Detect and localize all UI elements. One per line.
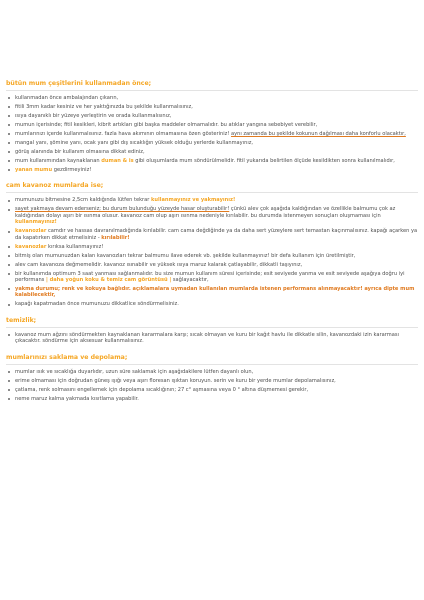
text-segment: yanan mumu <box>15 167 53 173</box>
text-segment: aynı zamanda bu şekilde kokunun dağılması daha konforlu olacaktır, <box>230 131 406 137</box>
list-item <box>6 140 418 146</box>
text-segment: erime olmaması için doğrudan güneş ışığı veya aşırı floresan ışıktan koruyun. serin ve kuru bir yerde mumlar depolamalısınız, <box>15 377 336 384</box>
list-item <box>6 158 418 164</box>
list-item <box>6 228 418 241</box>
list-item <box>6 113 418 119</box>
list-item <box>6 104 418 110</box>
list-item <box>6 369 418 375</box>
bullet-list <box>6 197 418 307</box>
section-storage <box>6 354 418 402</box>
text-segment: ayrıca dipte mum kalabilecektir, <box>15 286 415 299</box>
text-segment: kırıksa kullanmayınız! <box>48 243 104 250</box>
list-item <box>6 387 418 393</box>
list-item <box>6 131 418 137</box>
list-item <box>6 167 418 173</box>
text-segment: mumlar ısık ve sıcaklığa duyarlıdır, uzun süre saklamak için aşağıdakilere lütfen dayanlı olun, <box>15 368 254 375</box>
text-segment: camdır ve hassas davranılmadığında kırılabilir. cam cama değdiğinde ya da daha sert yüzeylere sert temastan kaçınmalısınız. kapağı açarken ya da kapatırken dikkat etmelisiniz - <box>15 228 418 241</box>
section-cleaning <box>6 317 418 345</box>
list-item <box>6 206 418 225</box>
list-item <box>6 332 418 345</box>
section-glass-jar <box>6 182 418 307</box>
list-item <box>6 95 418 101</box>
section-title: cam kavanoz mumlarda ise; <box>6 182 418 193</box>
list-item <box>6 197 418 203</box>
text-segment: gibi oluşumlarda mum söndürülmelidir. fitil yukarıda belirtilen ölçüde kesildikten sonra kullanılmalıdır, <box>135 158 395 164</box>
text-segment: | daha yoğun koku & temiz cam görüntüsü | <box>45 277 172 284</box>
text-segment: yakma durumu; renk ve kokuya bağlıdır. açıklamalara uymadan kullanılan mumlarda istenen performans alınmayacaktır! <box>15 286 363 293</box>
list-item <box>6 286 418 299</box>
text-segment: bitmiş olan mumunuzdan kalan kavanozları tekrar balmumu ilave ederek vb. şekilde kullanmayınız! bir defa kullanım için üretilmiştir, <box>15 252 356 259</box>
text-segment: kavanoz mum ağzını söndürmekten kaynaklanan kararmalara karşı; sıcak olmayan ve kuru bir kağıt havlu ile dikkatle silin, kavanozdaki izin kararması çıkacaktır. söndürme için aksesuar kullanmalısınız. <box>15 331 399 345</box>
text-segment: mumunuzu bitmesine 2,5cm kaldığında lütfen tekrar <box>15 197 150 204</box>
text-segment: kavanozlar <box>15 228 47 235</box>
section-title: mumlarınızı saklama ve depolama; <box>6 354 418 365</box>
list-item <box>6 396 418 402</box>
text-segment: fitili 3mm kadar kesiniz ve her yaktığınızda bu şekilde kullanmalısınız, <box>15 104 193 110</box>
list-item <box>6 262 418 268</box>
text-segment: gezdirmeyiniz! <box>53 167 92 173</box>
text-segment: kullanmayınız! <box>15 219 57 226</box>
text-segment: görüş alanında bir kullanım olmasına dikkat ediniz, <box>15 149 145 155</box>
text-segment: kapağı kapatmadan önce mumunuzu dikkatlice söndürmelisiniz. <box>15 301 179 308</box>
list-item <box>6 149 418 155</box>
text-segment: mumun içerisinde; fitil kesikleri, kibrit artıkları gibi başka maddeler olmamalıdır. bu atıklar yangına sebebiyet verebilir, <box>15 122 318 128</box>
list-item <box>6 271 418 284</box>
text-segment: kullanmayınız ve yakmayınız! <box>150 197 236 204</box>
text-segment: duman & is <box>101 158 134 164</box>
text-segment: kullanmadan önce ambalajından çıkarın, <box>15 95 119 101</box>
list-item <box>6 301 418 307</box>
bullet-list <box>6 369 418 402</box>
text-segment: mumlarınızı içerde kullanmalısınız. fazla hava akımının olmamasına özen gösteriniz! <box>15 131 230 137</box>
text-segment: neme maruz kalma yakmada kısıtlama yapabilir. <box>15 395 139 402</box>
text-segment: çünkü alev çok aşağıda kaldığından ve özellikle balmumu çok az kaldığından dolayı aşırı bir ısınma olusur. kavanoz cam olup aşırı ısınma nedeniyle kırılabilir. bu durumda istenmeyen sonuçları oluşmaması için <box>15 206 396 219</box>
list-item <box>6 122 418 128</box>
text-segment: bir kullanımda optimum 3 saat yanması sağlanmalıdır. bu size mumun kullanım süresi içerisinde; esit seviyede yanma ve esit seviyede aşağıya doğru iyi performans <box>15 270 405 284</box>
list-item <box>6 253 418 259</box>
list-item <box>6 378 418 384</box>
text-segment: mangal yanı, şömine yanı, ocak yanı gibi dış sıcaklığın yüksek olduğu yerlerde kullanmayınız, <box>15 140 254 146</box>
text-segment: sağlayacaktır, <box>172 277 209 284</box>
text-segment: kırılabilir! <box>101 234 130 241</box>
text-segment: mum kullanımından kaynaklanan <box>15 158 100 164</box>
text-segment: çatlama, renk solmasını engellemek için depolama sıcaklığının; 27 c° aşmasına veya 0 ° altına düşmemesi gerekir, <box>15 386 309 393</box>
text-segment: sayet yakmaya devam ederseniz; bu durum bulunduğu yüzeyde hasar oluşturabilir! <box>15 206 230 213</box>
text-segment: ısıya dayanıklı bir yüzeye yerleştirin ve orada kullanmalısınız, <box>15 113 172 119</box>
section-title: temizlik; <box>6 317 418 328</box>
bullet-list <box>6 95 418 173</box>
section-title: bütün mum çeşitlerini kullanmadan önce; <box>6 80 418 91</box>
text-segment: kavanozlar <box>15 243 47 250</box>
list-item <box>6 244 418 250</box>
text-segment: alev cam kavanoza değmemelidir. kavanoz ısınabilir ve yüksek ısıya maruz kalarak çatlayabilir, dikkatli taşıyınız, <box>15 261 303 268</box>
bullet-list <box>6 332 418 345</box>
section-before-use <box>6 80 418 173</box>
